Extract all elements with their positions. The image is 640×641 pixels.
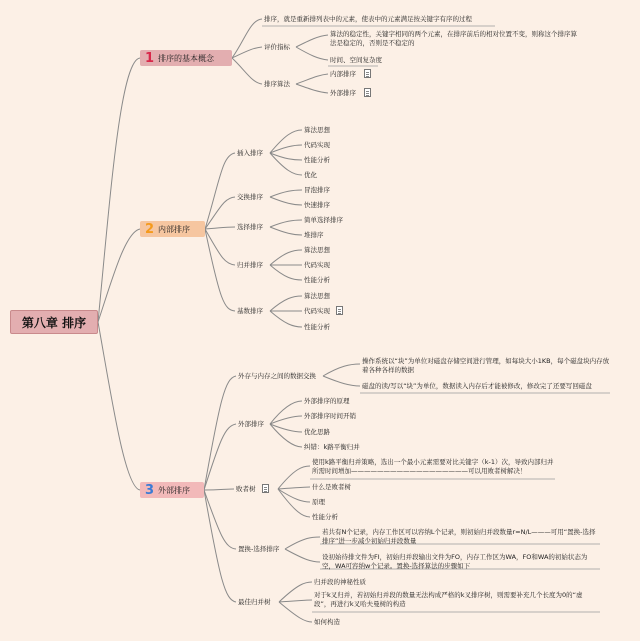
radix-item-idea[interactable]: 算法思想 [304,292,330,300]
document-icon[interactable] [364,69,371,78]
radix-item-perf[interactable]: 性能分析 [304,323,330,331]
selection-sort[interactable]: 选择排序 [237,223,263,231]
replacement-algorithm-steps[interactable]: 设初始待排文件为FI，初始归并段输出文件为FO，内存工作区为WA，FO和WA的初始状态为空，WA可容纳w个记录。置换-选择算法的步骤如下 [322,553,588,570]
insertion-sort[interactable]: 插入排序 [237,149,263,157]
best-merge-construction[interactable]: 如何构造 [314,618,340,626]
insertion-item-idea[interactable]: 算法思想 [304,126,330,134]
external-sorting-topic[interactable]: 外部排序 [238,420,264,428]
disk-block-management-note[interactable]: 操作系统以“块”为单位对磁盘存储空间进行管理，如每块大小1KB，每个磁盘块内存放着各种各样的数据 [362,357,610,374]
section-number-3: 3 [144,482,155,498]
section-1-label: 排序的基本概念 [158,53,214,63]
sorting-algorithms[interactable]: 排序算法 [264,80,290,88]
document-icon[interactable] [364,88,371,97]
loser-tree-motivation[interactable]: 使用k路平衡归并策略，选出一个最小元素需要对比关键字（k-1）次，导致内部归并所需时间增加——————————————————可以用败者树解决！ [312,458,554,475]
external-item-principle[interactable]: 外部排序的原理 [304,397,350,405]
stability-note[interactable]: 算法的稳定性，关键字相同的两个元素，在排序前后的相对位置不变，则称这个排序算法是稳定的，否则是不稳定的 [330,30,577,47]
evaluation-criteria[interactable]: 评价指标 [264,43,290,51]
replacement-selection-sort[interactable]: 置换-选择排序 [238,545,280,553]
best-merge-virtual-runs[interactable]: 对于k叉归并，若初始归并段的数量无法构成严格的k叉排序树，则需要补充几个长度为0的“虚段”，再进行k叉哈夫曼树的构造 [314,591,583,608]
disk-read-write-note[interactable]: 磁盘的读/写以“块”为单位，数据读入内存后才能被修改，修改完了还要写回磁盘 [362,382,592,390]
external-item-kway-merge[interactable]: 纠错：k路平衡归并 [304,443,360,451]
sorting-definition[interactable]: 排序，就是重新排列表中的元素，使表中的元素满足按关键字有序的过程 [264,15,472,23]
exchange-sort[interactable]: 交换排序 [237,193,263,201]
bubble-sort[interactable]: 冒泡排序 [304,186,330,194]
memory-disk-exchange[interactable]: 外存与内存之间的数据交换 [238,372,316,380]
replacement-initial-runs[interactable]: 若共有N个记录，内存工作区可以容纳L个记录，则初始归并段数量r=N/L———可用“置换-选择排序”进一步减少初始归并段数量 [322,528,596,545]
section-1-basic-concepts[interactable] [140,50,232,66]
merge-item-code[interactable]: 代码实现 [304,261,330,269]
section-3-external-sorting[interactable] [140,482,204,498]
root-topic[interactable]: 第八章 排序 [10,310,98,334]
loser-tree-what[interactable]: 什么是败者树 [312,483,351,491]
insertion-item-opt[interactable]: 优化 [304,171,317,179]
section-2-label: 内部排序 [158,224,190,234]
section-number-1: 1 [144,50,155,66]
loser-tree-performance[interactable]: 性能分析 [312,513,338,521]
merge-item-idea[interactable]: 算法思想 [304,246,330,254]
insertion-item-code[interactable]: 代码实现 [304,141,330,149]
internal-sorting-link[interactable]: 内部排序 [330,70,356,78]
quick-sort[interactable]: 快速排序 [304,201,330,209]
external-item-time-cost[interactable]: 外部排序时间开销 [304,412,356,420]
heap-sort[interactable]: 堆排序 [304,231,324,239]
radix-sort[interactable]: 基数排序 [237,307,263,315]
section-number-2: 2 [144,221,155,237]
best-merge-tree[interactable]: 最佳归并树 [238,598,271,606]
radix-item-code[interactable]: 代码实现 [304,307,330,315]
loser-tree[interactable]: 败者树 [236,485,256,493]
simple-selection-sort[interactable]: 简单选择排序 [304,216,343,224]
section-3-label: 外部排序 [158,485,190,495]
loser-tree-principle[interactable]: 原理 [312,498,325,506]
document-icon[interactable] [262,484,269,493]
insertion-item-perf[interactable]: 性能分析 [304,156,330,164]
best-merge-property[interactable]: 归并段的神秘性质 [314,578,366,586]
external-item-optimize[interactable]: 优化思路 [304,428,330,436]
external-sorting-link[interactable]: 外部排序 [330,89,356,97]
complexity-note[interactable]: 时间、空间复杂度 [330,56,382,64]
document-icon[interactable] [336,306,343,315]
merge-item-perf[interactable]: 性能分析 [304,276,330,284]
section-2-internal-sorting[interactable] [140,221,205,237]
merge-sort[interactable]: 归并排序 [237,261,263,269]
